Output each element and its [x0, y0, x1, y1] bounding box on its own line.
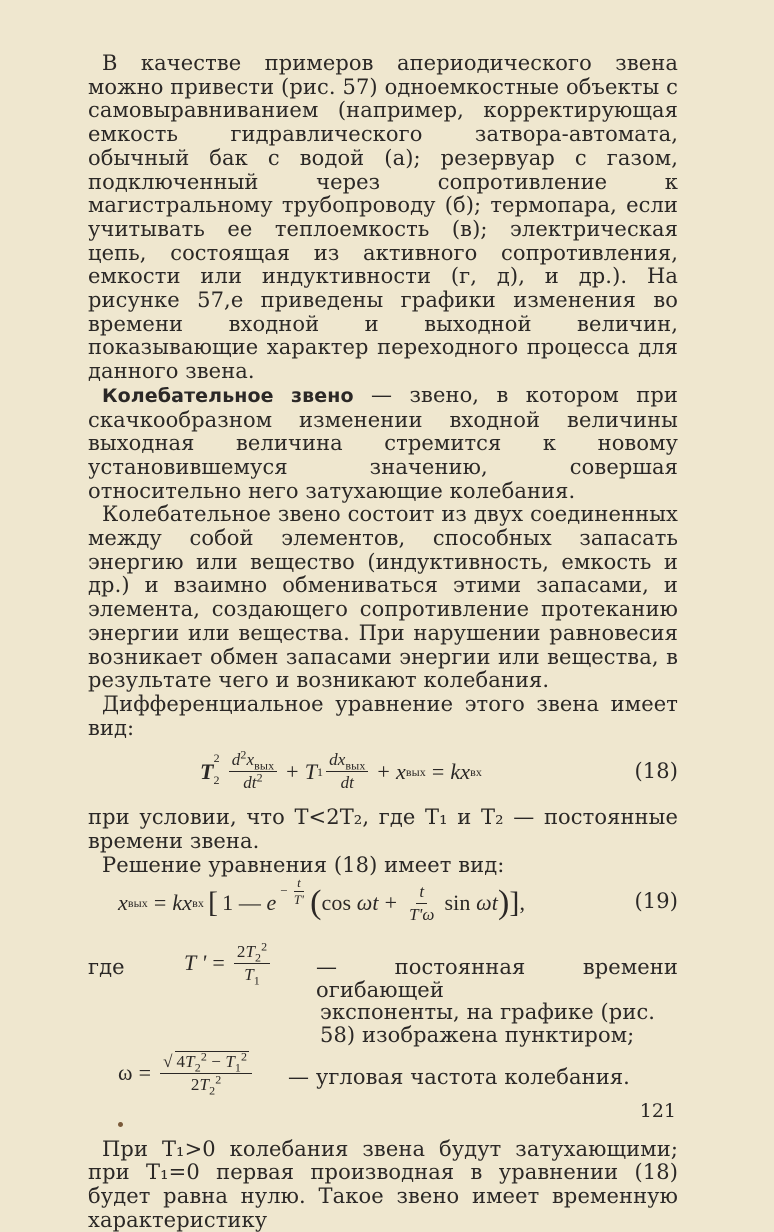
equation-18-number: (18) — [634, 760, 678, 784]
paragraph-oscillating-structure: Колебательное звено состоит из двух соединенных между собой элементов, способных запасать энергию или вещество (индуктивность, емкость и др.) и взаимно обмениваться этими запасами, и элемента, создающего сопротивление протеканию энергии или вещества. При нарушении равновесия возникает обмен запасами энергии или вещества, в результате чего и возникают колебания. — [88, 503, 678, 693]
where-label: где — [88, 956, 125, 980]
tprime-expression: T ' = $\frac{2T_2^2}{T_1}$ — [184, 942, 273, 985]
fraction-omega: $\frac{√ 4T_2^2 - T_1^2}{2T_2^2}$ — [160, 1052, 252, 1095]
definition-text: — звено, в котором при скачкообразном изменении входной величины выходная величина стремится к новому установившемуся значению, совершая относительно него затухающие колебания. — [88, 383, 678, 503]
tprime-description: — постоянная времени огибающей — [316, 956, 678, 1003]
equation-19-number: (19) — [634, 890, 678, 914]
omega-description: — угловая частота колебания. — [288, 1066, 678, 1090]
fraction-d2x-dt2: $\frac{d^2x_{вых}}{dt^2}$ — [229, 750, 277, 793]
paragraph-aperiodic-examples: В качестве примеров апериодического звена можно привести (рис. 57) одноемкостные объекты с самовыравниванием (например, корректирующая емкость гидравлического затвора-автомата, обычный бак с водой (а); резервуар с газом, подключенный через сопротивление к магистральному трубопроводу (б); термопара, если учитывать ее теплоемкость (в); электрическая цепь, состоящая из активного сопротивления, емкости или индуктивности (г, д), и др.). На рисунке 57,е приведены графики изменения во времени входной и выходной величин, показывающие характер переходного процесса для данного звена. — [88, 52, 678, 384]
paragraph-damping: При T₁>0 колебания звена будут затухающими; при T₁=0 первая производная в уравнении (18) будет равна нулю. Такое звено имеет временную характеристику — [88, 1138, 678, 1232]
paragraph-solution-intro: Решение уравнения (18) имеет вид: — [88, 854, 678, 878]
equation-19-body: x вых = kx вх [ 1 — e − $\frac{t}{T'}$ ( cos ωt + $\frac{t}{T'\omega}$ sin ωt ) ] , — [118, 882, 525, 925]
term-oscillating-link: Колебательное звено — [102, 385, 354, 407]
definitions-block — [88, 942, 678, 1138]
page-body — [88, 52, 678, 1232]
page-number: 121 — [640, 1100, 676, 1122]
paragraph-oscillating-definition — [88, 384, 678, 504]
tprime-description-continued: экспоненты, на графике (рис. 58) изображена пунктиром; — [320, 1001, 678, 1048]
omega-expression: ω = $\frac{√ 4T_2^2 - T_1^2}{2T_2^2}$ — [88, 1052, 255, 1095]
fraction-t-tomega: $\frac{t}{T'\omega}$ — [406, 882, 437, 925]
paragraph-condition: при условии, что T<2T₂, где T₁ и T₂ — постоянные времени звена. — [88, 806, 678, 853]
fraction-2t22-t1: $\frac{2T_2^2}{T_1}$ — [234, 942, 270, 985]
equation-19 — [88, 878, 678, 942]
fraction-dx-dt: $\frac{dx_{вых}}{dt}$ — [326, 750, 368, 793]
paragraph-diff-equation-intro: Дифференциальное уравнение этого звена имеет вид: — [88, 693, 678, 740]
equation-18 — [88, 740, 678, 806]
ink-dot-mark — [118, 1122, 123, 1127]
equation-18-body: T $_2$ $^2$ $\frac{d^2x_{вых}}{dt^2}$ + T 1 $\frac{dx_{вых}}{dt}$ + x вых = kx вх — [200, 750, 482, 793]
fraction-t-tprime: $\frac{t}{T'}$ — [291, 876, 307, 907]
